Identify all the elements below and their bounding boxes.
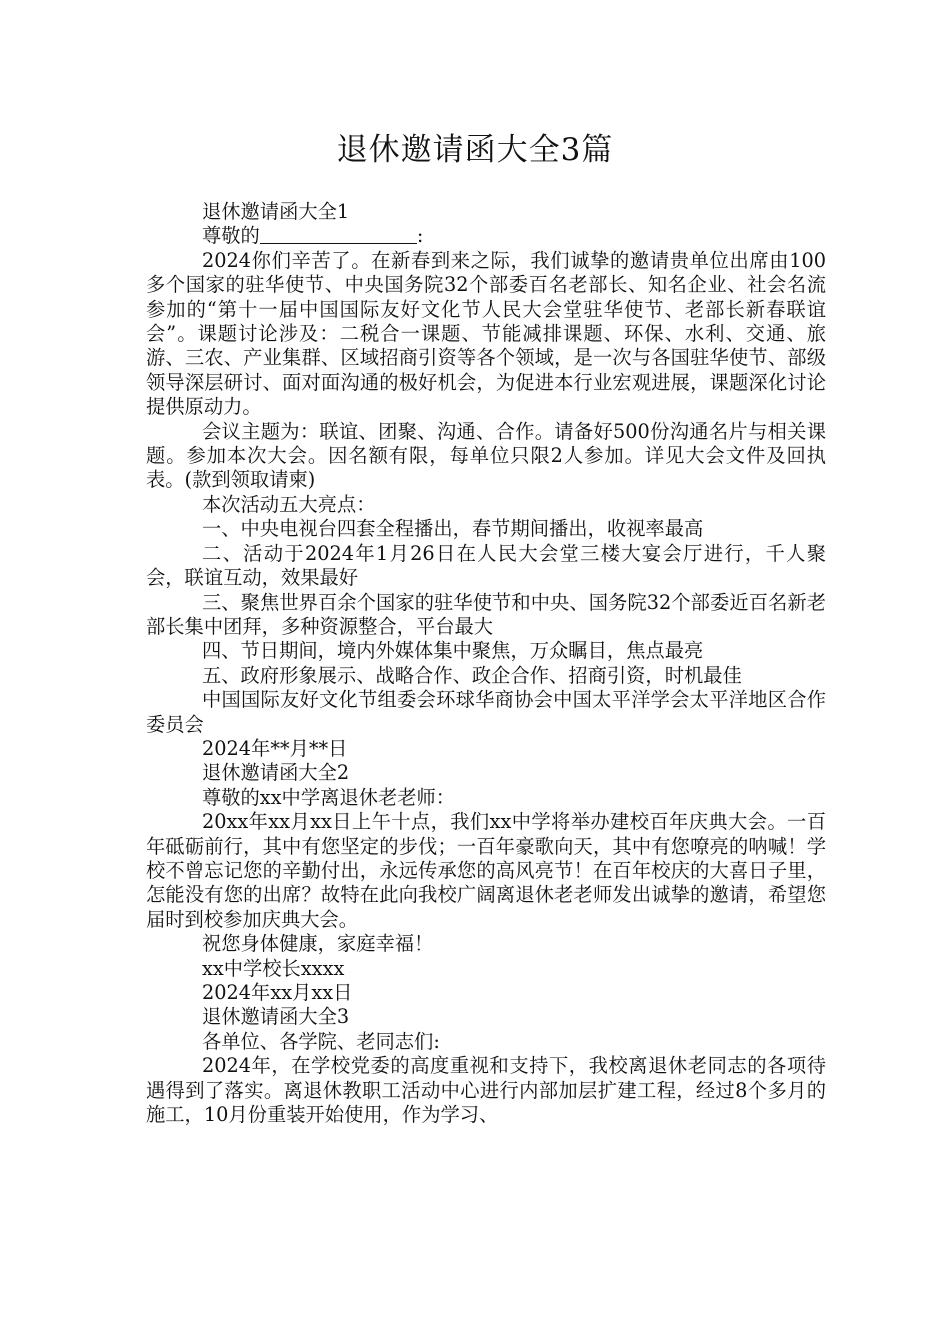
letter2-paragraph-2: 祝您身体健康，家庭幸福！ — [201, 932, 434, 956]
letter3-salutation: 各单位、各学院、老同志们: — [201, 1029, 440, 1053]
letter2-date: 2024年xx月xx日 — [201, 981, 353, 1004]
letter1-highlight-5: 五、政府形象展示、战略合作、政企合作、招商引资，时机最佳 — [201, 663, 742, 687]
letter2-salutation: 尊敬的xx中学离退休老老师： — [201, 785, 456, 809]
letter1-salutation-suffix: : — [416, 224, 424, 248]
letter1-paragraph-2: 会议主题为：联谊、团聚、沟通、合作。请备好500份沟通名片与相关课题。参加本次大会。因名额有限，每单位只限2人参加。详见大会文件及回执表。(款到领取请柬) — [146, 419, 826, 492]
letter1-paragraph-1: 2024你们辛苦了。在新春到来之际，我们诚挚的邀请贵单位出席由100多个国家的驻华使节、中央国务院32个部委百名老部长、知名企业、社会名流参加的“第十一届中国国际友好文化节人民大会堂驻华使节、老部长新春联谊会”。课题讨论涉及：二税合一课题、节能减排课题、环保、水利、交通、旅游、三农、产业集群、区域招商引资等各个领域，是一次与各国驻华使节、部级领导深层研讨、面对面沟通的极好机会，为促进本行业宏观进展，课题深化讨论提供原动力。 — [146, 248, 826, 419]
letter1-highlight-2: 二、活动于2024年1月26日在人民大会堂三楼大宴会厅进行，千人聚会，联谊互动，效果最好 — [146, 541, 826, 590]
letter1-date: 2024年**月**日 — [201, 736, 348, 760]
document-title: 退休邀请函大全3篇 — [336, 132, 614, 168]
letter1-highlight-1: 一、中央电视台四套全程播出，春节期间播出，收视率最高 — [201, 517, 704, 541]
letter3-heading: 退休邀请函大全3 — [201, 1005, 350, 1029]
letter1-highlight-3: 三、聚焦世界百余个国家的驻华使节和中央、国务院32个部委近百名新老部长集中团拜，多种资源整合，平台最大 — [146, 590, 826, 638]
letter1-signature: 中国国际友好文化节组委会环球华商协会中国太平洋学会太平洋地区合作委员会 — [146, 688, 826, 736]
letter1-paragraph-3: 本次活动五大亮点： — [201, 492, 376, 516]
letter1-heading: 退休邀请函大全1 — [201, 200, 350, 223]
letter3-paragraph-1: 2024年，在学校党委的高度重视和支持下，我校离退休老同志的各项待遇得到了落实。离退休教职工活动中心进行内部加层扩建工程，经过8个多月的施工，10月份重装开始使用，作为学习、 — [146, 1054, 826, 1127]
letter2-heading: 退休邀请函大全2 — [201, 761, 350, 785]
letter1-salutation-prefix: 尊敬的 — [201, 224, 260, 248]
letter2-paragraph-1: 20xx年xx月xx日上午十点，我们xx中学将举办建校百年庆典大会。一百年砥砺前行，其中有您坚定的步伐；一百年豪歌向天，其中有您嘹亮的呐喊！学校不曾忘记您的辛勤付出，永远传承您的高风亮节！在百年校庆的大喜日子里，怎能没有您的出席？故特在此向我校广阔离退休老老师发出诚挚的邀请，希望您届时到校参加庆典大会。 — [146, 810, 826, 931]
letter2-signature: xx中学校长xxxx — [201, 956, 345, 980]
letter1-highlight-4: 四、节日期间，境内外媒体集中聚焦，万众瞩目，焦点最亮 — [201, 639, 704, 663]
document-body — [146, 200, 826, 1127]
letter1-salutation — [146, 224, 826, 248]
salutation-blank-line — [260, 225, 417, 244]
